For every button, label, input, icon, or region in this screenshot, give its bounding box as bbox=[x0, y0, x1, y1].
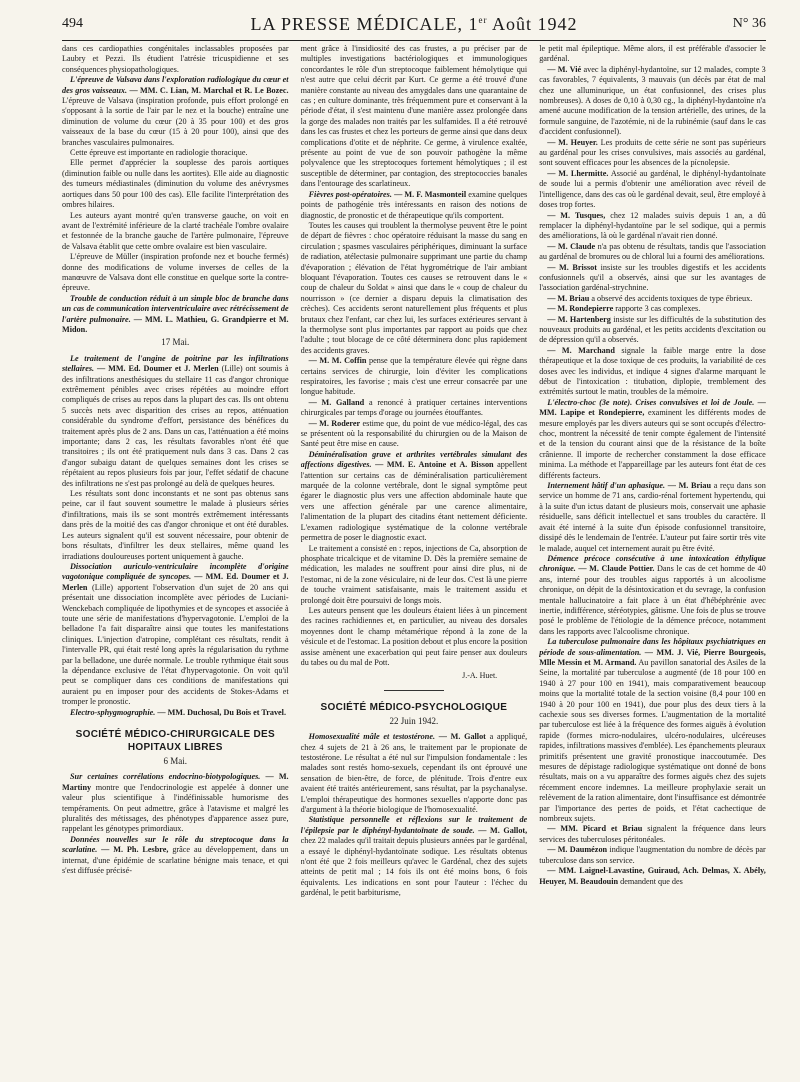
paragraph: dans ces cardiopathies congénitales inclassables proposées par Laubry et Pezzi. Ils étudient l'atrésie tricuspidienne et ses conséquences physiopathologiques. bbox=[62, 44, 289, 74]
discussion-remark: — M. Claude n'a pas obtenu de résultats, tandis que l'association au gardénal de bromures ou de chloral lui a fourni des améliorations. bbox=[539, 241, 766, 262]
paragraph: Toutes les causes qui troublent la thermolyse peuvent être le point de départ de fièvres : choc opératoire réduisant la masse du sang en circulation ; spasmes vasculaires périphériques, diminuant la surface de radiation, atélectasie pulmonaire supprimant une partie du champ d'évaporation ; élévation de l'état hygrométrique de l'air ambiant bloquant l'évaporation. Toutes ces causes se retrouvent dans le « coup de chaleur du Soldat » ainsi que dans le « coup de chaleur du nourrisson » (ce dernier a disparu depuis la climatisation des crèches). Ces accidents seront naturellement plus fréquents et plus brutaux chez l'enfant, car chez lui, les surfaces extérieures servant à la thermolyse sont plus importantes par rapport au poids que chez l'adulte ; tout blocage de ce côté déterminera donc plus rapidement des accidents graves. bbox=[300, 220, 528, 355]
discussion-remark: — M. Briau a observé des accidents toxiques de type ébrieux. bbox=[547, 293, 753, 303]
discussion-remark: — M. Tusques, chez 12 malades suivis depuis 1 an, a dû remplacer la diphényl-hydantoïne par le sel sodique, qui a permis des améliorations, là où le gardénal n'avait rien donné. bbox=[539, 210, 766, 241]
society-heading: SOCIÉTÉ MÉDICO-PSYCHOLOGIQUE bbox=[320, 701, 508, 713]
paragraph: ment grâce à l'insidiosité des cas frustes, a pu préciser par de multiples investigations bactériologiques et immunologiques concordantes le rôle d'un streptocoque faiblement hémolytique qui n'est autre que celui décrit par Kurt. Ce germe a été trouvé d'une manière constante au niveau des amygdales dans une quarantaine de cas ; en culture dominante, très fréquemment pure et conservant à la période d'état, il s'est maintenu d'une manière assez prolongée dans la gorge des malades non traités par les sulfamides. Il a été retrouvé dans les cas frustes et chez les porteurs de germe ainsi que dans deux complications d'otite et de néphrite. Ce germe, à virulence exaltée, présente au point de vue de son pouvoir pathogène la même polyvalence que les streptocoques fortement hémolytiques ; il est susceptible de déterminer, par contagion, des streptococcies banales dans l'entourage des scarlatineux. bbox=[300, 44, 528, 189]
session-date: 22 Juin 1942. bbox=[389, 715, 439, 726]
discussion-remark: — M. Lhermitte. Associé au gardénal, le diphényl-hydantoïnate de soude lui a permis d'obtenir une amélioration avec réveil de l'intelligence, dans des cas où le gardénal devait, seul, être employé à doses trop fortes. bbox=[539, 168, 766, 210]
abstract-heading: L'électro-choc (3e note). Crises convulsives et loi de Joule. — MM. Lapipe et Rondepierre, examinent les différents modes de mesure employés par les divers auteurs qui se sont occupés d'électro-choc, montrent la nécessité de tenir compte également de l'intensité et de la tension du courant ainsi que de la résistance de la boîte crânienne. Il importe de rechercher constamment la dose efficace minima. La méthode et l'appareillage par les auteurs font état de ces différents facteurs. bbox=[539, 397, 766, 480]
discussion-remark: — M. Hartenberg insiste sur les difficultés de la substitution des nouveaux produits au gardénal, et les petits accidents d'excitation ou de dépression qu'il a observés. bbox=[539, 314, 766, 345]
issue-number: N° 36 bbox=[732, 16, 766, 31]
author-signature: J.-A. Huet. bbox=[462, 671, 498, 681]
discussion-remark: — M. Vié avec la diphényl-hydantoïne, sur 12 malades, compte 3 cas favorables, 7 équivalents, 3 mauvais (un décès par état de mal chez une alluminurique, un état confusionnel, des crises plus nombreuses). A doses de 0,10 à 0,30 cg., la diphényl-hydantoïne n'a amené aucune modification de la tension artérielle, des urines, de la formule sanguine, de l'azotémie, ni de la rubinémie (sauf dans le cas d'accident confusionnel). bbox=[539, 64, 766, 137]
column-3 bbox=[539, 44, 766, 1078]
discussion-remark: — M. Heuyer. Les produits de cette série ne sont pas supérieurs au gardénal pour les crises convulsives, mais associés au gardénal, sont souvent efficaces pour les absences de la pícnolepsie. bbox=[539, 137, 766, 168]
abstract-heading: L'épreuve de Valsava dans l'exploration radiologique du cœur et des gros vaisseaux. — MM. C. Lian, M. Marchal et R. Le Bozec. L'épreuve de Valsava (inspiration profonde, puis effort prolongé en s'opposant à la sortie de l'air par le nez et la bouche) entraîne une diminution de volume du cœur (20 à 35 pour 100) et des gros vaisseaux de la base du cœur (15 à 20 pour 100), ainsi que des branches vasculaires pulmonaires. bbox=[62, 75, 289, 147]
abstract-heading: Démence précoce consécutive à une intoxication éthylique chronique. — M. Claude Pottier. Dans le cas de cet homme de 40 ans, interné pour des troubles aigus rapportés à un alcoolisme chronique, on dépit de la désintoxication et du sevrage, la confusion mentale hallucinatoire a fait place à un état d'hébéphrénie avec inertie, indifférence, stéréotypies, gâtisme. Une fois de plus se trouve posé le problème de l'étiologie de la démence précoce, notamment dans les rapports avec l'alcoolisme chronique. bbox=[539, 553, 766, 636]
discussion-remark: — MM. Picard et Briau signalent la fréquence dans leurs services des tuberculoses péritonéales. bbox=[539, 824, 766, 844]
discussion-remark: — M. Brissot insiste sur les troubles digestifs et les accidents confusionnels qu'il a observés, ainsi que sur les avantages de l'association gardénal-strychnine. bbox=[539, 262, 766, 293]
paragraph: le petit mal épileptique. Même alors, il est préférable d'associer le gardénal. bbox=[539, 44, 766, 64]
page-number: 494 bbox=[62, 16, 83, 31]
discussion-remark: — MM. Laignel-Lavastine, Guiraud, Ach. Delmas, X. Abély, Heuyer, M. Beaudouin demandent que des bbox=[539, 866, 766, 886]
discussion-remark: — M. Roderer estime que, du point de vue médico-légal, des cas se présentent où la responsabilité du chirurgien ou de la Maison de Santé peut être mise en cause. bbox=[300, 418, 528, 449]
discussion-remark: — M. Marchand signale la faible marge entre la dose thérapeutique et la dose toxique de ces produits, la variabilité de ces doses avec les individus, et indique 4 signes d'alarme marquant le début de l'intoxication : titubation, diplopie, tremblement des extrémités surtout le matin, troubles de la mémoire. bbox=[539, 345, 766, 397]
text-columns bbox=[62, 44, 766, 1078]
discussion-remark: — M. Daumézon indique l'augmentation du nombre de décès par tuberculose dans son service. bbox=[539, 845, 766, 865]
paragraph: Les résultats sont donc inconstants et ne sont pas obtenus sans peine, car il faut souvent soumettre le malade à plusieurs séries d'infiltrations, mais ils se sont montrés extrêmement intéressants dans près de la moitié des cas d'angor chronique et ont été durables. Les auteurs signalent qu'il est souvent nécessaire, pour obtenir de bons résultats, d'infiltrer les deux stellaires, même quand les irradiations douloureuses portent uniquement à gauche. bbox=[62, 489, 289, 561]
column-2 bbox=[301, 44, 528, 1078]
abstract-heading: Trouble de conduction réduit à un simple bloc de branche dans un cas de communication interventriculaire avec rétrécissement de l'artère pulmonaire. — MM. L. Mathieu, G. Grandpierre et M. Midon. bbox=[62, 293, 289, 334]
session-date: 6 Mai. bbox=[163, 756, 188, 766]
column-1 bbox=[62, 44, 289, 1078]
discussion-remark: — M. M. Coffin pense que la température élevée qui règne dans certains services de chirurgie, loin d'éviter les complications respiratoires, les favorise ; mais c'est une erreur consacrée par une longue habitude. bbox=[300, 356, 528, 397]
abstract-heading: Electro-sphygmographie. — MM. Duchosal, Du Bois et Travel. bbox=[70, 707, 286, 717]
abstract-heading: Homosexualité mâle et testostérone. — M. Gallot a appliqué, chez 4 sujets de 21 à 26 ans, le traitement par le propionate de testostérone. Le résultat a été nul sur l'impulsion fondamentale : les malades sont restés homo-sexuels, cependant ils ont éprouvé une sensation de bien-être, de force, de plénitude. Trois d'entre eux avaient été traités antérieurement, sans résultat, par la psychanalyse. L'emploi thérapeutique des hormones sexuelles n'apporte donc pas d'argument à la théorie biologique de l'homosexualité. bbox=[300, 732, 528, 815]
abstract-heading: Internement hâtif d'un aphasique. — M. Briau a reçu dans son service un homme de 71 ans, cardio-rénal fortement hypertendu, qui à la suite d'un ictus datant de plusieurs mois, conservait une aphasie résiduelle, sans déficit intellectuel et sans troubles du caractère. Il avait été interné à la suite d'un épisode confusionnel transitoire, dissipé dès le lendemain de l'entrée. L'auteur put faire sortir très vite le malade, auquel cet internement aurait pu être évité. bbox=[539, 481, 766, 553]
abstract-heading: Dissociation auriculo-ventriculaire incomplète d'origine vagotonique compliquée de syncopes. — MM. Ed. Doumer et J. Merlen (Lille) apportent l'observation d'un sujet de 20 ans qui présentait une dissociation incomplète avec périodes de Luciani-Wenckebach compliquée de lipothymies et de syncopes et associée à toute une série de manifestations d'hypervagotonie. L'emploi de la belladone l'a fait disparaître ainsi que toutes les manifestations cliniques. L'injection d'atropine, complétant ces résultats, rendit à l'intervalle PR, qui était resté long après la régularisation du rythme par la belladone, une durée normale. Le trouble rythmique était sous la dépendance exclusive de l'état d'hypervagotonie. On voit qu'il peut se compliquer dans ces conditions de manifestations qui auraient pu en imposer pour des accidents de Stokes-Adams et tromper le pronostic. bbox=[62, 561, 289, 707]
paragraph: L'épreuve de Müller (inspiration profonde nez et bouche fermés) donne des modifications de volume inverses de celles de la manœuvre de Valsava dont elle constitue en quelque sorte la contre-épreuve. bbox=[62, 252, 289, 293]
abstract-heading: Statistique personnelle et réflexions sur le traitement de l'épilepsie par le diphényl-hydantoïnate de soude. — M. Gallot, chez 22 malades qu'il traitait depuis plusieurs années par le gardénal, a essayé le diphényl-hydantoïnate sodique. Les résultats obtenus n'ont été que 2 fois meilleurs qu'avec le Gardénal, chez des sujets atteints de petit mal ; 14 fois ils ont été moins bons, 6 fois équivalents. Les indications en sont pour l'auteur : l'échec du gardénal, le petit barbiturisme, bbox=[300, 815, 528, 898]
abstract-heading: Déminéralisation grave et arthrites vertébrales simulant des affections digestives. — MM. E. Antoine et A. Bisson appellent l'attention sur certains cas de déminéralisation particulièrement marquée de la colonne vertébrale, dont le signal symptôme peut égarer le diagnostic plus vers une affection abdominale haute que vers une affection générale par une carence alimentaire, l'alimentation de la plupart des citadins étant nettement déficiente. L'examen radiologique systématique de la colonne vertébrale permettra de poser le diagnostic exact. bbox=[300, 449, 528, 543]
abstract-heading: Le traitement de l'angine de poitrine par les infiltrations stellaires. — MM. Ed. Doumer et J. Merlen (Lille) ont soumis à des infiltrations anesthésiques du stellaire 11 cas d'angor chronique extrêmement pénibles avec crises répétées au moindre effort compliqués de crises au repos dans la plupart des cas. Ils ont obtenu 5 succès nets avec disparition des crises au repos, atténuation considérable du syndrome d'effort, persistance des bénéfices du traitement après plus de 2 ans. Dans un cas, l'atténuation a été moins importante; dans 2 cas, les résultats favorables n'ont été que transitoires ; ils ont été pratiquement nuls dans 3 cas. Dans 2 cas d'angor subaigu datant de quelques semaines dont les crises se répétaient au repos plusieurs fois par jour, l'effet sédatif de chacune des infiltrations ne s'est pas prolongé au delà de quelques heures. bbox=[62, 353, 289, 488]
paragraph: Elle permet d'apprécier la souplesse des parois aortiques (diminution faible ou nulle dans les aortites). Elle aide au diagnostic des tumeurs médiastinales (diminution du volume des anévrysmes aortiques dans 50 pour 100 des cas). Elle facilite l'interprétation des ombres hilaires. bbox=[62, 158, 289, 210]
abstract-heading: Fièvres post-opératoires. — M. F. Masmonteil examine quelques points de pathogénie très intéressants en raison des notions de diagnostic, de pronostic et de thérapeutique qu'ils comportent. bbox=[300, 189, 528, 220]
abstract-heading: Données nouvelles sur le rôle du streptocoque dans la scarlatine. — M. Ph. Lesbre, grâce au développement, dans un internat, d'une épidémie de scarlatine bénigne mais tenace, et qui s'est diffusée précisé- bbox=[62, 834, 289, 876]
discussion-remark: — M. Rondepierre rapporte 3 cas complexes. bbox=[547, 304, 701, 314]
abstract-heading: Sur certaines corrélations endocrino-biotypologiques. — M. Martiny montre que l'endocrinologie est appelée à donner une valeur plus scientifique à l'indéfinissable humorisme des tempéraments. On peut admettre, grâce à l'atavisme et malgré les pluralités des métissages, des phénotypes d'apparence assez pure, rappelant les génotypes primordiaux. bbox=[62, 772, 289, 834]
abstract-heading: La tuberculose pulmonaire dans les hôpitaux psychiatriques en période de sous-alimentation. — MM. J. Vié, Pierre Bourgeois, Mlle Messin et M. Armand. Au pavillon sanatorial des Asiles de la Seine, la mortalité par tuberculose a augmenté (de 18 pour 100 en 1940 à 27 pour 100 en 1941), mais comparativement beaucoup moins que la mortalité totale de la section voisine (8,4 pour 100 en 1940 à 20 pour 100 en 1941), due pour plus des deux tiers à la cachexie sous ses diverses formes. L'augmentation de la mortalité par tuberculose est liée à la fréquence des formes aiguës à évolution rapide (formes micro-nodulaires, ulcéro-nodulaires, ulcéreuses rapides, infiltrations massives d'emblée). Les épanchements pleuraux primitifs présentent une gravité pronostique inaccoutumée. Des mesures de dépistage radiologique systématique ont donné de bons résultats, mais on a vu apparaître des formes aiguës chez des sujets récemment encore indemnes. La meilleure prophylaxie serait un relèvement de la ration alimentaire, dont l'insuffisance est démontrée par l'importance des pertes de poids, et l'état cachectique de nombreux sujets. bbox=[539, 637, 766, 824]
society-heading: SOCIÉTÉ MÉDICO-CHIRURGICALE DES HOPITAUX LIBRES bbox=[75, 729, 275, 753]
paragraph: Cette épreuve est importante en radiologie thoracique. bbox=[70, 148, 248, 158]
running-header bbox=[62, 14, 766, 41]
discussion-remark: — M. Galland a renoncé à pratiquer certaines interventions chirurgicales par temps d'orage ou journées étouffantes. bbox=[300, 397, 528, 418]
paragraph: Le traitement a consisté en : repos, injections de Ca, absorption de phosphate tricalcique et de vitamine D. Dès la première semaine de médication, les malades ne souffrent pour ainsi dire plus, ni de l'estomac, ni de la zone vésiculaire, ni de leur dos. C'est là une pierre de touche vraiment satisfaisante, mais le traitement assidu et prolongé doit être poursuivi de longs mois. bbox=[300, 543, 528, 605]
paragraph: Les auteurs ayant montré qu'en transverse gauche, on voit en avant de l'extrémité inférieure de la clarté trachéale l'ombre ovalaire et festonnée de la branche gauche de l'artère pulmonaire, l'épreuve de Valsava établit que cette ombre ovalaire est bien vasculaire. bbox=[62, 210, 289, 251]
journal-title: LA PRESSE MÉDICALE, 1er Août 1942 bbox=[250, 14, 578, 34]
paragraph: Les auteurs pensent que les douleurs étaient liées à un pincement des racines rachidiennes et, en particulier, au niveau des dorsales moyennes dont le champ métamérique répond à la zone de la vésicule et de l'estomac. La position debout et plus encore la position assise amènent une exacerbation qui peut faire penser aux douleurs du tabes ou du mal de Pott. bbox=[300, 605, 528, 667]
divider bbox=[384, 690, 444, 691]
session-date: 17 Mai. bbox=[161, 337, 190, 348]
